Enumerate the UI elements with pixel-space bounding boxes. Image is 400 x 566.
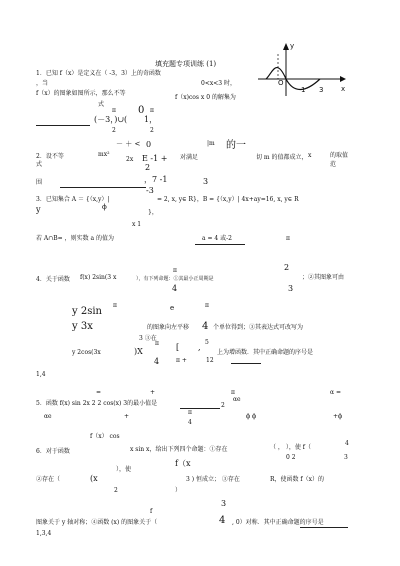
q2-f: |m xyxy=(207,140,215,147)
q6-o: 3 xyxy=(221,499,227,508)
q6-answer-blank xyxy=(300,527,348,528)
q2-a: 2．设不等 xyxy=(36,153,64,160)
q6-f: 3 xyxy=(344,454,348,461)
q4-five: 5 xyxy=(205,339,209,346)
q2-zero: 0 xyxy=(146,140,152,149)
q6-p: 图象关于 y 轴对称；④函数 (x) 的图象关于（ xyxy=(36,519,158,526)
q4-c3: 3 ③在 xyxy=(139,335,157,342)
q6-k: 3 ) 恒成立； ③存在 xyxy=(186,476,240,483)
q4-plus: π + xyxy=(176,357,187,364)
q5-plus: + xyxy=(150,389,156,396)
q1-ans-pi2: π xyxy=(150,107,154,114)
q3-line1b: = 2, x, y∈ R}，B = {（x,y）| 4x+ay=16, x, y∈ R xyxy=(157,196,299,203)
q6-g: ），使 xyxy=(116,466,132,473)
graph-tick-3: 3 xyxy=(319,86,324,94)
q5-two: 2 xyxy=(221,402,225,409)
q4-twelve: 12 xyxy=(206,357,214,364)
q2-k: 式 xyxy=(36,161,43,168)
q4-two: 2 xyxy=(284,263,290,272)
q6-r: , 0）对称．其中正确命题的序号是 xyxy=(232,519,324,526)
q2-p: 2 xyxy=(145,163,151,172)
q1-row3: － ＋ < xyxy=(116,140,141,148)
q5-alpha-tail: αe xyxy=(44,413,52,420)
q4-bracket: [ xyxy=(176,343,180,352)
q4-shift: 的图象向左平移 xyxy=(147,324,190,331)
x-axis-arrow-icon xyxy=(340,76,346,82)
q4-pi1: π xyxy=(173,267,177,274)
q6-i: ②存在（ xyxy=(36,476,61,483)
q2-h: 切 m 的值都成立， xyxy=(256,154,308,161)
q4-line1: 4．关于函数 xyxy=(36,276,70,283)
q4-pi2: π xyxy=(113,302,117,309)
q3-brace: }， xyxy=(148,209,158,216)
q5-alpha-e: αe xyxy=(233,396,241,403)
q1-ans-2: 2 xyxy=(112,127,116,134)
q2-j: 的取值 xyxy=(330,152,349,159)
q2-i: x xyxy=(308,152,312,159)
q4-big1: y 2sin xyxy=(72,306,102,317)
q2-q: -3 xyxy=(146,186,154,195)
q4-inc: 上为增函数．其中正确命题的序号是 xyxy=(217,349,314,356)
q4-big2: y 3x xyxy=(72,321,93,332)
q6-q: 4 xyxy=(219,515,226,526)
q4-units: 个单位得到；③其表达式可改写为 xyxy=(213,324,304,331)
q4-X: )X xyxy=(134,347,143,356)
q5-alpha: α = xyxy=(330,389,341,396)
q1-ans-pi: π xyxy=(112,107,116,114)
q5-pi4: π xyxy=(188,409,192,416)
page-title: 填充题专项训练 (1) xyxy=(155,60,217,68)
q4-pi-top: π xyxy=(286,235,290,242)
q2-d: E -1 + xyxy=(142,154,168,163)
q1-line1c: 0<x<3 时， xyxy=(201,80,236,87)
q5-plus2: + xyxy=(124,413,130,420)
q6-m: 2 xyxy=(114,487,118,494)
q3-answer-blank xyxy=(195,244,245,245)
y-axis-arrow-icon xyxy=(283,43,289,50)
q3-line1: 3．已知集合 A ＝ {（x,y）| xyxy=(36,196,110,203)
q6-j: (x xyxy=(90,474,98,483)
q5-four: 4 xyxy=(188,419,192,426)
q6-line1: 6．对于函数 xyxy=(36,448,70,455)
q4-pi3: π xyxy=(205,302,209,309)
q3-line2: 若 A∩B= ，则实数 a 的值为 xyxy=(36,235,115,242)
q1-line1b: ，当 xyxy=(36,80,49,87)
q4-cos-line: y 2cos(3x xyxy=(72,349,101,356)
q4-tail: ；②其图象可由 xyxy=(302,274,345,281)
q4-answer: 1,4 xyxy=(36,371,46,378)
q5-pl: +ϕ xyxy=(333,413,343,420)
q1-ans-a: －3， xyxy=(97,115,115,124)
q6-a: f（x） cos xyxy=(90,433,120,440)
q4-mid: f(x) 2sin(3 x xyxy=(80,274,117,281)
q5-line1: 5．函数 f(x) sin 2x 2 2 cos(x) 3的最小值是 xyxy=(36,400,158,407)
q3-x1: x 1 xyxy=(132,221,142,228)
q2-g: 的一 xyxy=(226,140,246,151)
q6-e: 0 2 xyxy=(286,454,296,461)
q2-l: 范 xyxy=(330,161,337,168)
q4-three1: 3 xyxy=(288,284,294,293)
q1-ans-1: 1， xyxy=(144,115,158,124)
q6-d: 4 xyxy=(345,440,349,447)
q4-answer-blank xyxy=(231,363,261,364)
q4-four1: 4 xyxy=(172,284,178,293)
q1-line2b: 式 xyxy=(98,101,105,108)
q1-line1: 1．已知 f（x）是定义在（ -3，3）上的奇函数 xyxy=(36,70,161,77)
graph-x-label: x xyxy=(341,85,346,93)
q1-line2: f（x）的图象如图所示，那么不等 xyxy=(36,90,126,97)
q3-answer: a = 4 或-2 xyxy=(202,235,232,242)
q4-four2: 4 xyxy=(202,321,209,332)
q6-answer: 1,3,4 xyxy=(36,530,52,537)
graph-tick-1: 1 xyxy=(301,86,306,94)
q6-n: ） xyxy=(175,487,182,494)
q6-l: R，使函数 f（x）的 xyxy=(270,476,325,483)
q5-phi: ϕ ϕ xyxy=(246,413,257,420)
q2-m: 围 xyxy=(36,179,43,186)
q6-b: x sin x，给出下列四个命题：①存在 xyxy=(130,446,228,453)
q1-ans-0: 0 xyxy=(138,105,145,116)
q3-y: y xyxy=(36,205,41,214)
q2-b: mx² xyxy=(98,151,110,158)
q6-c: （ ， ），使 f（ xyxy=(270,444,311,451)
q4-four3: 4 xyxy=(154,357,160,366)
q4-comma: , xyxy=(198,343,201,352)
q2-c: 2x xyxy=(126,156,134,163)
q5-pi: π xyxy=(231,389,235,396)
q2-n: ，7 -1 xyxy=(144,175,168,184)
q2-e: 对满足 xyxy=(180,154,199,161)
graph-y-label: y xyxy=(290,42,295,50)
q4-note: ），有下列命题：①其最小正周期是 xyxy=(136,276,214,282)
q1-line2c: f（x)cos x 0 的解集为 xyxy=(175,94,236,101)
q4-pi-c: π xyxy=(155,340,159,347)
q2-o: 3 xyxy=(203,177,209,186)
q6-f-lbl: f xyxy=(150,508,153,515)
q1-ans-2b: 2 xyxy=(150,127,154,134)
q2-answer-blank xyxy=(60,187,146,188)
q1-ans-interval-1: (－3，)∪( xyxy=(94,115,128,124)
q3-phi: ϕ xyxy=(102,203,107,211)
q6-h: f（x xyxy=(175,459,191,468)
q1-answer-blank xyxy=(36,125,90,126)
q4-e: e xyxy=(170,304,175,312)
q5-answer-blank xyxy=(180,408,220,409)
graph-origin-label: O xyxy=(278,79,284,87)
q5-eq: = xyxy=(96,389,102,396)
